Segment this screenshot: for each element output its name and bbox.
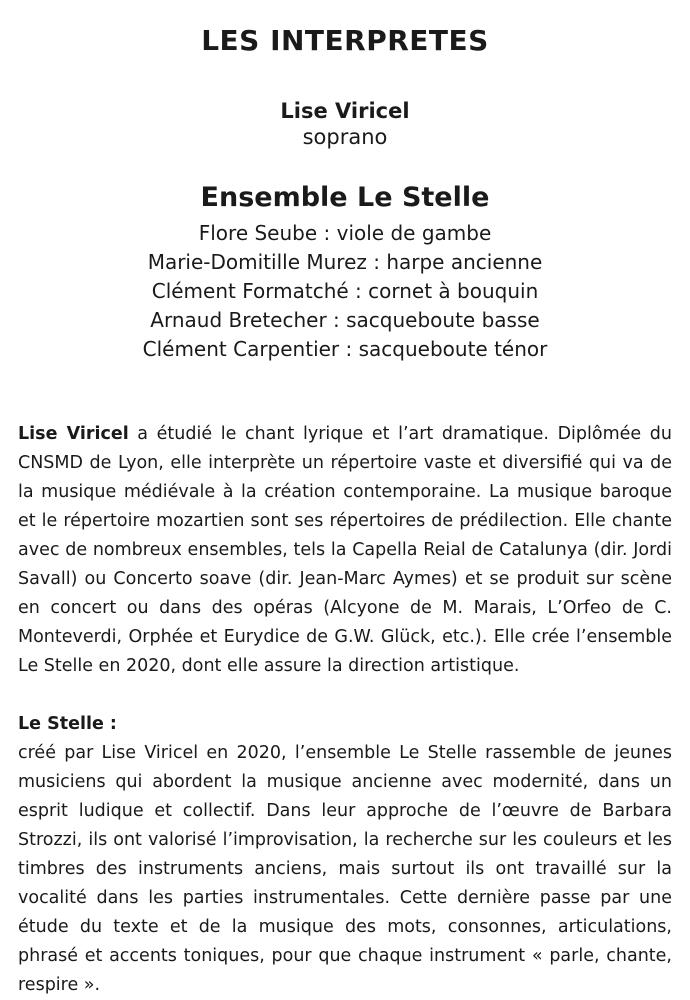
member-name: Clément Carpentier <box>142 337 340 361</box>
list-item <box>18 335 672 364</box>
list-item <box>18 277 672 306</box>
member-separator: : <box>317 221 337 245</box>
ensemble-members-list <box>18 219 672 364</box>
member-name: Flore Seube <box>198 221 318 245</box>
member-separator: : <box>348 279 369 303</box>
performer-biography-paragraph <box>18 420 672 681</box>
performer-role: soprano <box>302 125 388 149</box>
list-item <box>18 306 672 335</box>
member-instrument: harpe ancienne <box>386 250 543 274</box>
biography-lead-name: Lise Viricel <box>18 424 129 444</box>
page-title: LES INTERPRETES <box>201 24 489 57</box>
biography-section <box>18 420 672 1000</box>
ensemble-name: Ensemble Le Stelle <box>200 182 490 213</box>
member-name: Marie-Domitille Murez <box>147 250 367 274</box>
ensemble-biography-paragraph: créé par Lise Viricel en 2020, l’ensemble Le Stelle rassemble de jeunes musiciens qui abordent la musique ancienne avec modernité, dans un esprit ludique et collectif. Dans leur approche de l’œuvre de Barbara Strozzi, ils ont valorisé l’improvisation, la recherche sur les couleurs et les timbres des instruments anciens, mais surtout ils ont travaillé sur la vocalité dans les parties instrumentales. Cette dernière passe par une étude du texte et de la musique des mots, consonnes, articulations, phrasé et accents toniques, pour que chaque instrument « parle, chante, respire ». <box>18 743 672 995</box>
member-instrument: viole de gambe <box>336 221 492 245</box>
member-separator: : <box>326 308 347 332</box>
member-separator: : <box>366 250 387 274</box>
paragraph-spacer <box>18 681 672 710</box>
member-name: Arnaud Bretecher <box>150 308 327 332</box>
performer-name: Lise Viricel <box>280 99 410 123</box>
list-item <box>18 219 672 248</box>
member-instrument: sacqueboute ténor <box>358 337 548 361</box>
member-name: Clément Formatché <box>151 279 349 303</box>
member-separator: : <box>339 337 359 361</box>
biography-lead-text: a étudié le chant lyrique et l’art dramatique. Diplômée du CNSMD de Lyon, elle interprète un répertoire vaste et diversifié qui va de la musique médiévale à la création contemporaine. La musique baroque et le répertoire mozartien sont ses répertoires de prédilection. Elle chante avec de nombreux ensembles, tels la Capella Reial de Catalunya (dir. Jordi Savall) ou Concerto soave (dir. Jean-Marc Aymes) et se produit sur scène en concert ou dans des opéras (Alcyone de M. Marais, L’Orfeo de C. Monteverdi, Orphée et Eurydice de G.W. Glück, etc.). Elle crée l’ensemble Le Stelle en 2020, dont elle assure la direction artistique. <box>18 424 672 676</box>
ensemble-section-label: Le Stelle : <box>18 714 117 734</box>
member-instrument: sacqueboute basse <box>346 308 540 332</box>
member-instrument: cornet à bouquin <box>368 279 539 303</box>
list-item <box>18 248 672 277</box>
